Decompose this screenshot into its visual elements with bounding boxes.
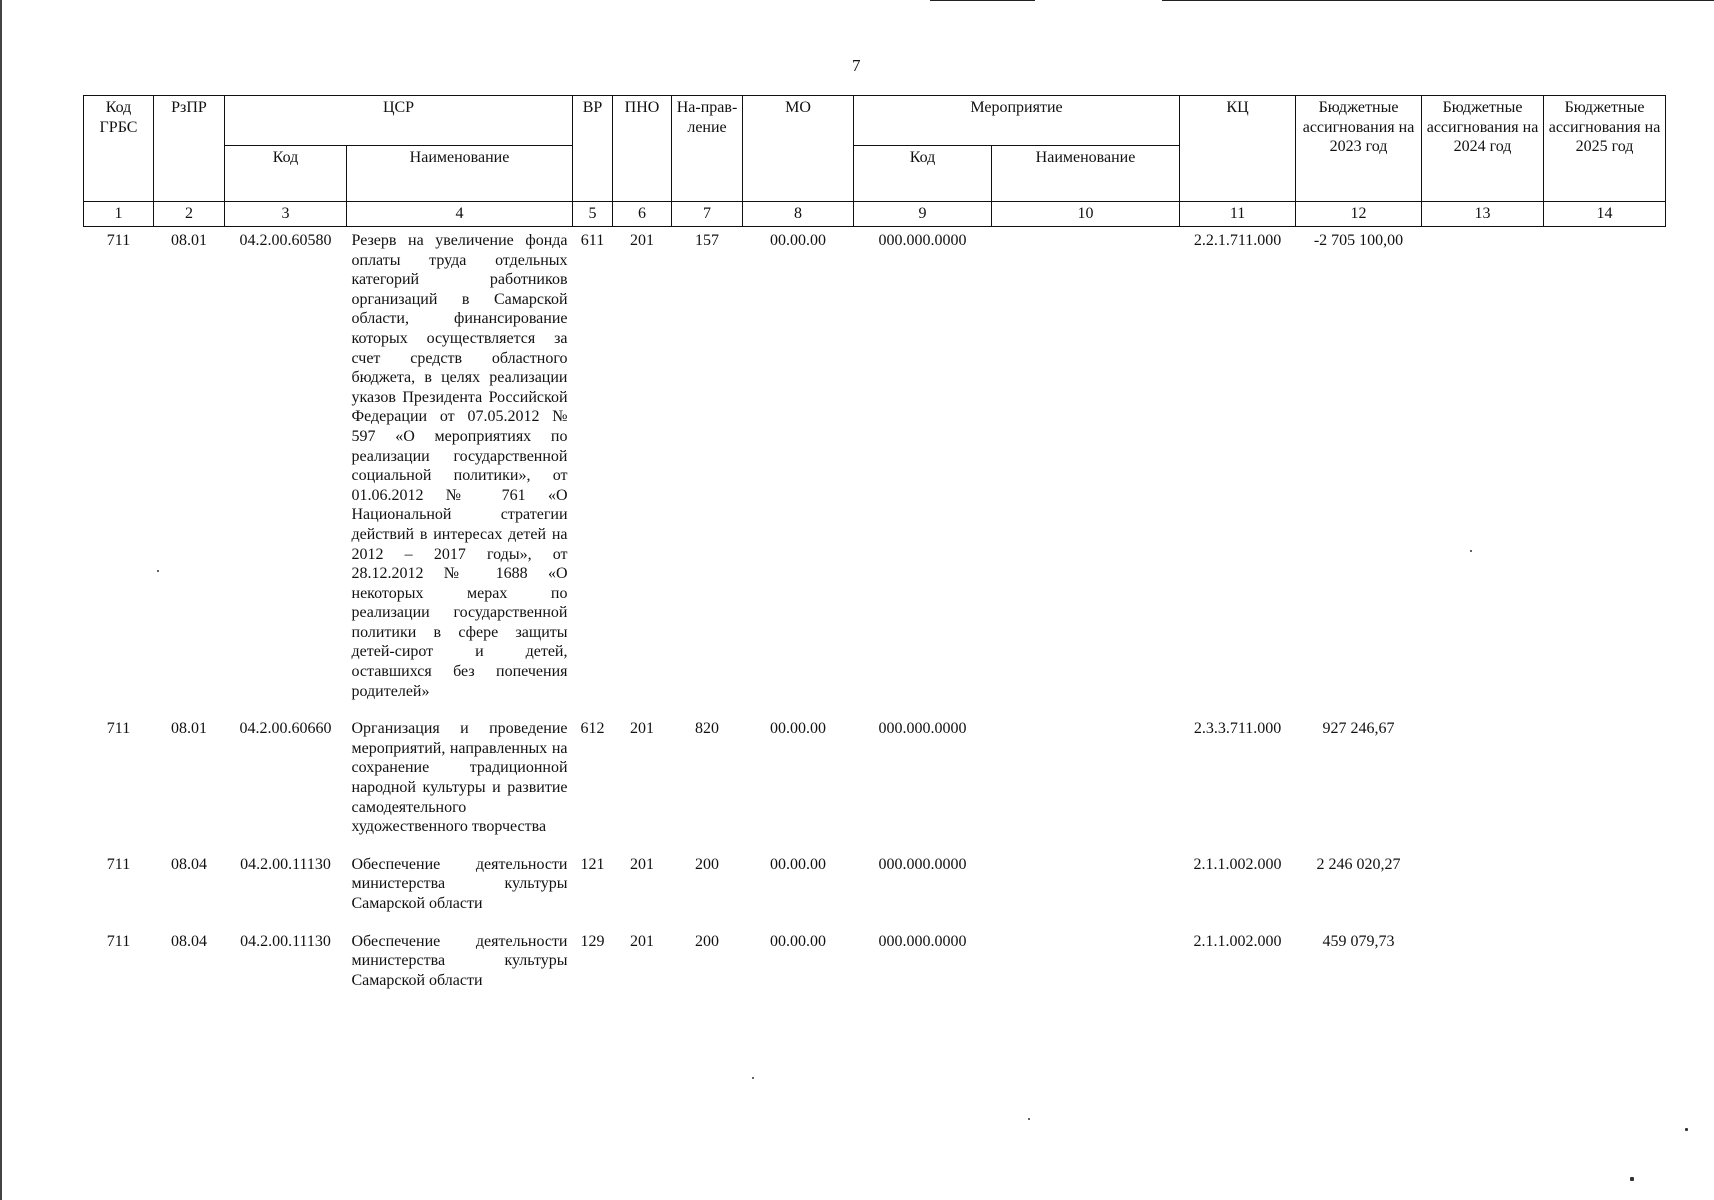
cell-mer-kod: 000.000.0000 — [878, 855, 967, 873]
column-number: 5 — [573, 202, 613, 227]
cell-kc: 2.1.1.002.000 — [1193, 932, 1282, 950]
header-csr-kod: Код — [225, 146, 347, 202]
cell-pno: 201 — [630, 720, 654, 738]
scan-top-mark — [930, 0, 1035, 1]
cell-pno: 201 — [630, 855, 654, 873]
cell-csr-kod: 04.2.00.11130 — [240, 855, 331, 873]
cell-vr: 121 — [580, 855, 605, 873]
cell-mo: 00.00.00 — [770, 720, 826, 738]
cell-rzpr: 08.01 — [171, 232, 207, 249]
cell-grbs: 711 — [106, 855, 131, 873]
cell-name: Резерв на увеличение фонда оплаты труда отдельных категорий работников организаций в Самарской области, финансирование которых осуществляется за счет средств областного бюджета, в целях реализации указов Президента Российской Федерации от 07.05.2012 № 597 «О мероприятиях по реализации государственной социальной политики», от 01.06.2012 № 761 «О Национальной стратегии действий в интересах детей на 2012 – 2017 годы», от 28.12.2012 № 1688 «О некоторых мерах по реализации государственной политики в сфере защиты детей-сирот и детей, оставшихся без попечения родителей» — [351, 232, 568, 700]
header-budget-2025: Бюджетные ассигнования на 2025 год — [1544, 96, 1666, 202]
budget-table — [83, 95, 1666, 1004]
header-vr: ВР — [573, 96, 613, 202]
cell-budget-2025 — [1544, 851, 1666, 928]
table-row — [84, 928, 1666, 1005]
cell-mer-kod: 000.000.0000 — [878, 232, 967, 249]
cell-csr-kod: 04.2.00.60660 — [239, 720, 332, 738]
cell-name: Обеспечение деятельности министерства культуры Самарской области — [351, 855, 568, 912]
header-csr-name: Наименование — [347, 146, 573, 202]
cell-kc: 2.3.3.711.000 — [1193, 720, 1282, 738]
column-number: 11 — [1180, 202, 1296, 227]
cell-mer-name — [992, 851, 1180, 928]
header-mer-kod: Код — [854, 146, 992, 202]
cell-vr: 611 — [580, 232, 605, 249]
header-csr: ЦСР — [225, 96, 573, 146]
cell-budget-2024 — [1422, 715, 1544, 851]
cell-csr-kod: 04.2.00.11130 — [240, 932, 331, 950]
column-number: 6 — [613, 202, 672, 227]
column-number: 12 — [1296, 202, 1422, 227]
cell-mer-name — [992, 928, 1180, 1005]
cell-rzpr: 08.01 — [171, 720, 207, 738]
cell-csr-kod: 04.2.00.60580 — [239, 232, 332, 249]
cell-grbs: 711 — [106, 932, 131, 950]
header-kc: КЦ — [1180, 96, 1296, 202]
cell-name: Организация и проведение мероприятий, направленных на сохранение традиционной народной культуры и развитие самодеятельного художественного творчества — [351, 720, 568, 836]
cell-budget-2024 — [1422, 928, 1544, 1005]
header-napravlenie: На-прав-ление — [672, 96, 743, 202]
cell-budget-2023: 2 246 020,27 — [1316, 855, 1401, 873]
cell-grbs: 711 — [106, 720, 131, 738]
column-number: 7 — [672, 202, 743, 227]
cell-napravlenie: 200 — [695, 932, 719, 950]
table-row — [84, 715, 1666, 851]
cell-budget-2025 — [1544, 928, 1666, 1005]
cell-mer-kod: 000.000.0000 — [878, 932, 967, 950]
header-budget-2023: Бюджетные ассигнования на 2023 год — [1296, 96, 1422, 202]
cell-rzpr: 08.04 — [171, 855, 207, 873]
column-number: 1 — [84, 202, 154, 227]
scan-speck — [1028, 1118, 1030, 1120]
cell-grbs: 711 — [106, 232, 131, 249]
header-rzpr: РзПР — [154, 96, 225, 202]
scan-left-edge — [0, 0, 2, 1200]
cell-napravlenie: 820 — [695, 720, 719, 738]
cell-mo: 00.00.00 — [770, 232, 826, 249]
table-row — [84, 851, 1666, 928]
cell-budget-2023: 927 246,67 — [1322, 720, 1395, 738]
cell-mer-name — [992, 715, 1180, 851]
page-number: 7 — [852, 56, 861, 75]
column-number: 3 — [225, 202, 347, 227]
cell-vr: 612 — [580, 720, 605, 738]
cell-budget-2024 — [1422, 227, 1544, 716]
column-number: 8 — [743, 202, 854, 227]
column-number: 4 — [347, 202, 573, 227]
header-mo: МО — [743, 96, 854, 202]
cell-vr: 129 — [580, 932, 605, 950]
column-number: 10 — [992, 202, 1180, 227]
cell-budget-2023: 459 079,73 — [1322, 932, 1395, 950]
table-row — [84, 227, 1666, 716]
scan-top-border — [1162, 0, 1714, 1]
cell-kc: 2.1.1.002.000 — [1193, 855, 1282, 873]
header-mer-name: Наименование — [992, 146, 1180, 202]
column-number: 9 — [854, 202, 992, 227]
scan-speck — [1685, 1128, 1688, 1131]
column-number: 13 — [1422, 202, 1544, 227]
cell-napravlenie: 157 — [695, 232, 719, 249]
cell-mer-name — [992, 227, 1180, 716]
cell-budget-2023: -2 705 100,00 — [1313, 232, 1404, 249]
scan-speck — [1630, 1177, 1634, 1181]
cell-name: Обеспечение деятельности министерства культуры Самарской области — [351, 932, 568, 989]
cell-budget-2024 — [1422, 851, 1544, 928]
cell-budget-2025 — [1544, 715, 1666, 851]
cell-pno: 201 — [630, 232, 654, 249]
column-number: 2 — [154, 202, 225, 227]
cell-rzpr: 08.04 — [171, 932, 207, 950]
scan-speck — [752, 1077, 754, 1079]
cell-mer-kod: 000.000.0000 — [878, 720, 967, 738]
cell-mo: 00.00.00 — [770, 855, 826, 873]
cell-mo: 00.00.00 — [770, 932, 826, 950]
cell-napravlenie: 200 — [695, 855, 719, 873]
cell-pno: 201 — [630, 932, 654, 950]
cell-budget-2025 — [1544, 227, 1666, 716]
header-budget-2024: Бюджетные ассигнования на 2024 год — [1422, 96, 1544, 202]
header-kod-grbs: Код ГРБС — [84, 96, 154, 202]
column-number: 14 — [1544, 202, 1666, 227]
header-pno: ПНО — [613, 96, 672, 202]
cell-kc: 2.2.1.711.000 — [1193, 232, 1282, 249]
header-meropriyatie: Мероприятие — [854, 96, 1180, 146]
